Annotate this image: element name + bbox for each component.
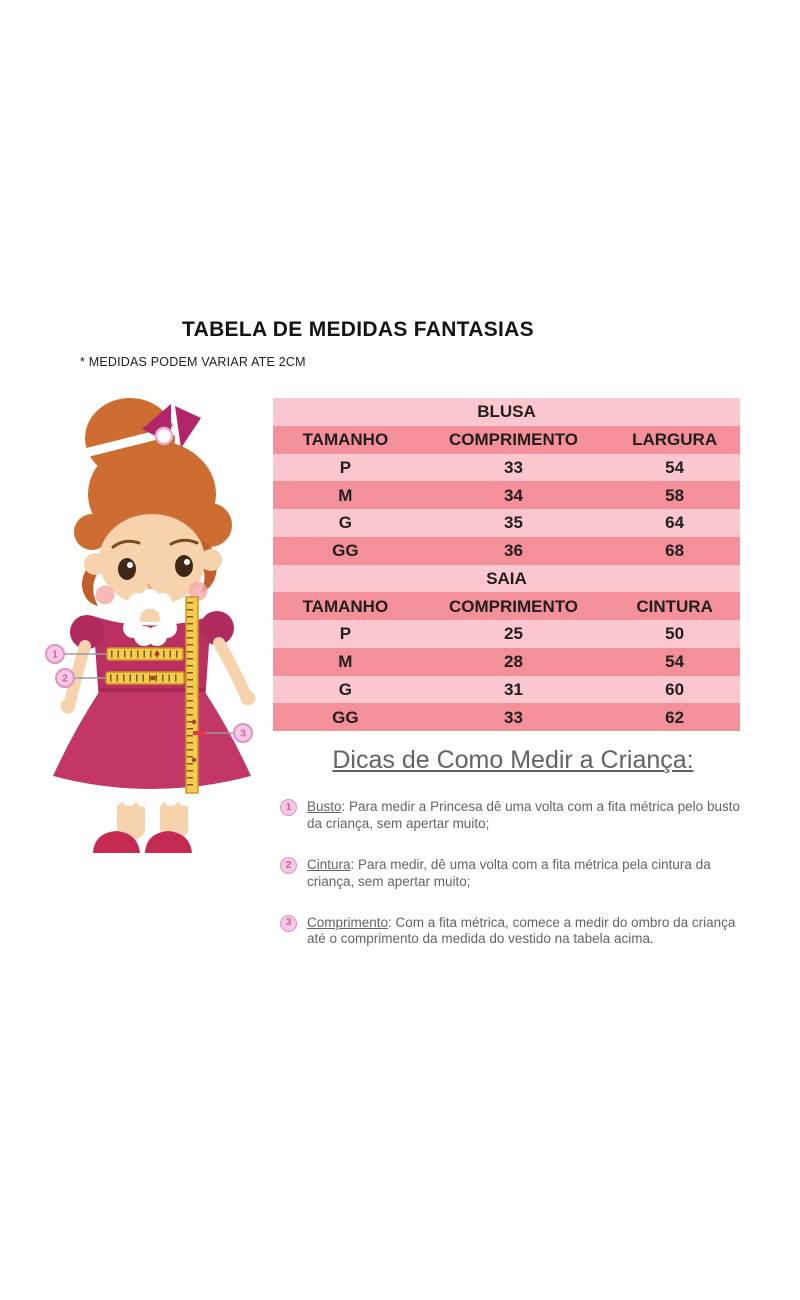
measuring-tips-section — [280, 746, 746, 972]
table-row — [273, 509, 740, 537]
cell-size: GG — [332, 707, 359, 727]
column-header: TAMANHO — [302, 430, 389, 450]
tips-heading: Dicas de Como Medir a Criança: — [332, 746, 694, 774]
tip-number-badge: 1 — [280, 799, 297, 816]
table-row — [273, 620, 740, 648]
cell-value: 34 — [504, 485, 523, 505]
cell-value: 28 — [504, 652, 523, 672]
table-header-row — [273, 426, 740, 454]
cell-size: GG — [332, 541, 359, 561]
bust-measuring-tape — [107, 648, 183, 660]
table-section-title: BLUSA — [477, 402, 536, 422]
bust-marker-number: 1 — [52, 649, 58, 661]
skirt — [53, 692, 251, 789]
tip-number-badge: 3 — [280, 915, 297, 932]
column-header: TAMANHO — [302, 596, 389, 616]
tips-list — [280, 799, 746, 948]
waist-measuring-tape — [106, 672, 184, 684]
cell-value: 58 — [665, 485, 685, 505]
cell-size: G — [338, 513, 352, 533]
tip-text — [307, 857, 711, 889]
column-header: COMPRIMENTO — [448, 596, 579, 616]
cell-value: 36 — [504, 541, 523, 561]
column-header: LARGURA — [632, 430, 718, 450]
cell-value: 62 — [665, 707, 685, 727]
cell-value: 35 — [504, 513, 523, 533]
table-section-row — [273, 565, 740, 593]
cell-value: 54 — [665, 457, 685, 477]
cell-value: 60 — [665, 679, 685, 699]
size-table — [273, 398, 740, 731]
column-header: CINTURA — [636, 596, 713, 616]
table-section-row — [273, 398, 740, 426]
waist-marker-number: 2 — [62, 673, 68, 685]
measurement-disclaimer: * MEDIDAS PODEM VARIAR ATE 2CM — [80, 355, 306, 369]
girl-with-measuring-tape-image — [35, 392, 270, 862]
cell-size: M — [338, 652, 353, 672]
tip-item — [280, 799, 746, 833]
cell-value: 33 — [504, 457, 523, 477]
tip-description: : Com a fita métrica, comece a medir do ombro da criança até o comprimento da medida do vestido na tabela acima. — [307, 914, 736, 947]
tip-description: : Para medir a Princesa dê uma volta com a fita métrica pelo busto da criança, sem apertar muito; — [307, 799, 740, 831]
length-marker-number: 3 — [240, 728, 246, 740]
cell-value: 50 — [665, 624, 685, 644]
tip-text — [307, 915, 735, 947]
cell-value: 68 — [665, 541, 685, 561]
cell-size: P — [339, 624, 352, 644]
cell-value: 33 — [504, 707, 523, 727]
cell-size: G — [338, 679, 352, 699]
tip-text — [307, 799, 740, 831]
cell-size: M — [338, 485, 353, 505]
tip-term: Cintura — [307, 856, 351, 872]
column-header: COMPRIMENTO — [448, 430, 579, 450]
table-section-title: SAIA — [486, 568, 527, 588]
table-row — [273, 648, 740, 676]
tip-item — [280, 857, 746, 891]
tip-number-badge: 2 — [280, 857, 297, 874]
table-row — [273, 537, 740, 565]
girl-illustration — [35, 392, 270, 862]
cell-value: 64 — [665, 513, 685, 533]
cell-size: P — [339, 457, 352, 477]
tip-term: Busto — [307, 799, 342, 814]
cell-value: 25 — [504, 624, 523, 644]
vertical-measuring-tape — [186, 597, 198, 793]
table-row — [273, 703, 740, 731]
tip-item — [280, 915, 746, 949]
cell-value: 31 — [504, 679, 523, 699]
table-row — [273, 454, 740, 482]
table-row — [273, 676, 740, 704]
table-header-row — [273, 592, 740, 620]
cell-value: 54 — [665, 652, 685, 672]
table-row — [273, 481, 740, 509]
page-title: TABELA DE MEDIDAS FANTASIAS — [182, 318, 534, 341]
tip-term: Comprimento — [307, 914, 389, 930]
tip-description: : Para medir, dê uma volta com a fita métrica pela cintura da criança, sem apertar muito; — [307, 856, 711, 889]
